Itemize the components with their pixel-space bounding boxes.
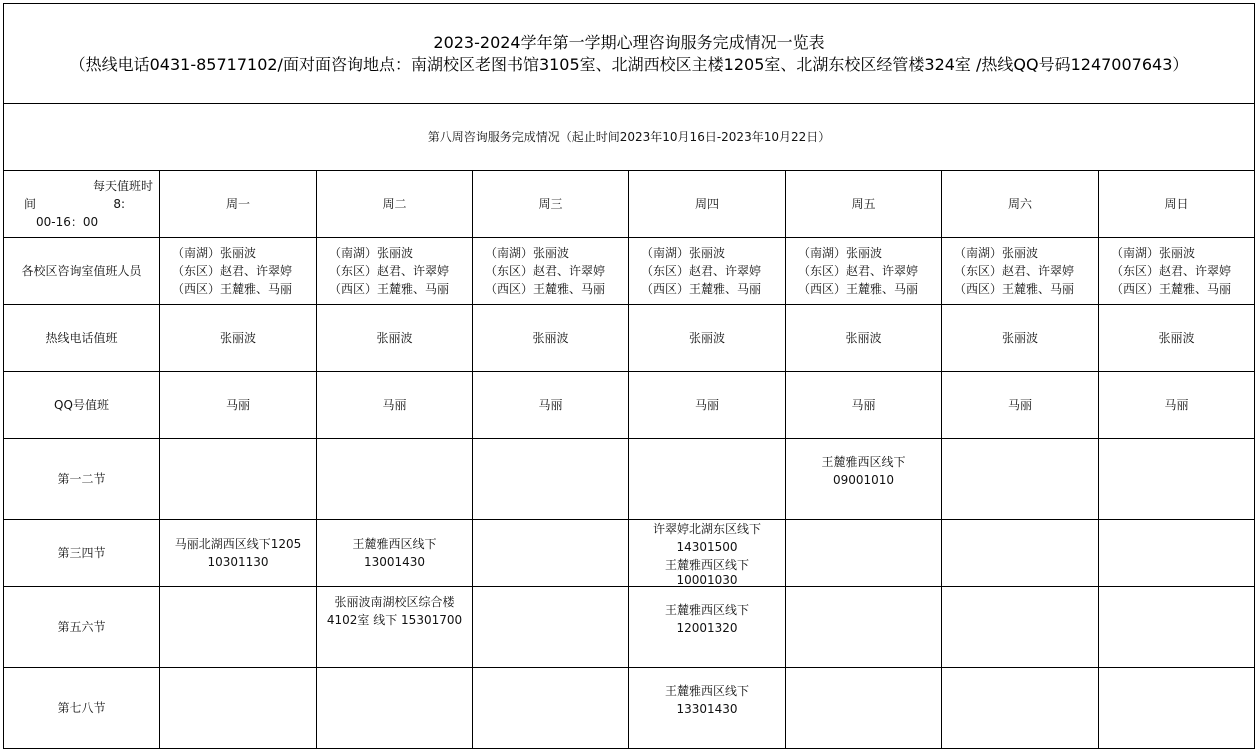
staff-xi: （西区）王麓雅、马丽: [641, 282, 762, 296]
staff-cell-thu: [629, 238, 786, 305]
p12-cell-fri: [786, 439, 942, 520]
staff-dong: （东区）赵君、许翠婷: [641, 264, 762, 278]
staff-dong: （东区）赵君、许翠婷: [485, 264, 606, 278]
day-header-fri: 周五: [786, 171, 942, 238]
qq-cell-tue: 马丽: [317, 372, 473, 439]
day-header-tue: 周二: [317, 171, 473, 238]
schedule-table: [3, 3, 1255, 749]
staff-nanhu: （南湖）张丽波: [172, 246, 257, 260]
p12-cell-tue: [317, 439, 473, 520]
p34-cell-sat: [942, 520, 1099, 587]
row-label-p34: 第三四节: [4, 520, 160, 587]
p12-cell-sat: [942, 439, 1099, 520]
session-line: 王麓雅西区线下: [821, 455, 906, 469]
corner-text-1: 每天值班时: [92, 179, 153, 193]
staff-nanhu: （南湖）张丽波: [329, 246, 414, 260]
staff-nanhu: （南湖）张丽波: [1111, 246, 1196, 260]
qq-cell-thu: 马丽: [629, 372, 786, 439]
hotline-cell-sun: 张丽波: [1099, 305, 1255, 372]
page-subtitle: （热线电话0431-85717102/面对面咨询地点：南湖校区老图书馆3105室、北湖西校区主楼1205室、北湖东校区经管楼324室 /热线QQ号码1247007643）: [69, 54, 1189, 74]
session-line: 张丽波南湖校区综合楼: [334, 595, 455, 609]
hotline-cell-mon: 张丽波: [160, 305, 317, 372]
p78-cell-sun: [1099, 668, 1255, 749]
corner-text-3: 8:: [113, 197, 125, 211]
staff-nanhu: （南湖）张丽波: [954, 246, 1039, 260]
title-cell: [4, 4, 1255, 104]
staff-xi: （西区）王麓雅、马丽: [1111, 282, 1232, 296]
p56-cell-fri: [786, 587, 942, 668]
corner-text-2: 间: [24, 197, 37, 211]
qq-cell-wed: 马丽: [473, 372, 629, 439]
row-label-staff: 各校区咨询室值班人员: [4, 238, 160, 305]
hotline-cell-fri: 张丽波: [786, 305, 942, 372]
session-line: 09001010: [832, 473, 895, 487]
staff-dong: （东区）赵君、许翠婷: [798, 264, 919, 278]
staff-xi: （西区）王麓雅、马丽: [798, 282, 919, 296]
staff-dong: （东区）赵君、许翠婷: [1111, 264, 1232, 278]
staff-dong: （东区）赵君、许翠婷: [172, 264, 293, 278]
p34-cell-tue: [317, 520, 473, 587]
schedule-sheet: [3, 3, 1254, 717]
session-line: 14301500: [676, 540, 738, 554]
staff-cell-fri: [786, 238, 942, 305]
session-line: 王麓雅西区线下: [352, 537, 437, 551]
p56-cell-sat: [942, 587, 1099, 668]
session-line: 4102室 线下 15301700: [326, 613, 463, 627]
staff-cell-sun: [1099, 238, 1255, 305]
day-header-wed: 周三: [473, 171, 629, 238]
p56-cell-tue: [317, 587, 473, 668]
p78-cell-wed: [473, 668, 629, 749]
qq-cell-fri: 马丽: [786, 372, 942, 439]
hotline-cell-sat: 张丽波: [942, 305, 1099, 372]
staff-xi: （西区）王麓雅、马丽: [329, 282, 450, 296]
staff-xi: （西区）王麓雅、马丽: [954, 282, 1075, 296]
qq-cell-sat: 马丽: [942, 372, 1099, 439]
p34-cell-mon: [160, 520, 317, 587]
p12-cell-wed: [473, 439, 629, 520]
session-line: 10301130: [207, 555, 269, 569]
staff-nanhu: （南湖）张丽波: [641, 246, 726, 260]
day-header-sun: 周日: [1099, 171, 1255, 238]
row-label-p56: 第五六节: [4, 587, 160, 668]
corner-header: [4, 171, 160, 238]
day-header-sat: 周六: [942, 171, 1099, 238]
p12-cell-mon: [160, 439, 317, 520]
p78-cell-tue: [317, 668, 473, 749]
hotline-cell-wed: 张丽波: [473, 305, 629, 372]
session-line: 13001430: [363, 555, 426, 569]
row-label-p12: 第一二节: [4, 439, 160, 520]
staff-dong: （东区）赵君、许翠婷: [954, 264, 1075, 278]
session-line: 王麓雅西区线下: [664, 603, 749, 617]
session-line: 马丽北湖西区线下1205: [174, 537, 302, 551]
session-line: 王麓雅西区线下: [664, 558, 749, 572]
session-line: 10001030: [676, 573, 738, 587]
p56-cell-wed: [473, 587, 629, 668]
session-line: 王麓雅西区线下: [664, 684, 749, 698]
qq-cell-mon: 马丽: [160, 372, 317, 439]
p56-cell-thu: [629, 587, 786, 668]
staff-nanhu: （南湖）张丽波: [798, 246, 883, 260]
p34-cell-wed: [473, 520, 629, 587]
p34-cell-thu: [629, 520, 786, 587]
session-line: 12001320: [676, 621, 738, 635]
p78-cell-mon: [160, 668, 317, 749]
p78-cell-thu: [629, 668, 786, 749]
week-info: 第八周咨询服务完成情况（起止时间2023年10月16日-2023年10月22日）: [4, 104, 1255, 171]
session-line: 许翠婷北湖东区线下: [652, 522, 761, 536]
row-label-p78: 第七八节: [4, 668, 160, 749]
p12-cell-thu: [629, 439, 786, 520]
hotline-cell-tue: 张丽波: [317, 305, 473, 372]
staff-cell-mon: [160, 238, 317, 305]
staff-cell-tue: [317, 238, 473, 305]
p56-cell-mon: [160, 587, 317, 668]
p34-cell-sun: [1099, 520, 1255, 587]
p34-cell-fri: [786, 520, 942, 587]
staff-cell-wed: [473, 238, 629, 305]
page-title: 2023-2024学年第一学期心理咨询服务完成情况一览表: [433, 32, 825, 52]
hotline-cell-thu: 张丽波: [629, 305, 786, 372]
session-line: 13301430: [676, 702, 738, 716]
staff-cell-sat: [942, 238, 1099, 305]
staff-nanhu: （南湖）张丽波: [485, 246, 570, 260]
staff-xi: （西区）王麓雅、马丽: [172, 282, 293, 296]
day-header-thu: 周四: [629, 171, 786, 238]
corner-text-4: 00-16：00: [36, 215, 99, 229]
p56-cell-sun: [1099, 587, 1255, 668]
qq-cell-sun: 马丽: [1099, 372, 1255, 439]
row-label-hotline: 热线电话值班: [4, 305, 160, 372]
staff-xi: （西区）王麓雅、马丽: [485, 282, 606, 296]
staff-dong: （东区）赵君、许翠婷: [329, 264, 450, 278]
p12-cell-sun: [1099, 439, 1255, 520]
p78-cell-fri: [786, 668, 942, 749]
day-header-mon: 周一: [160, 171, 317, 238]
p78-cell-sat: [942, 668, 1099, 749]
row-label-qq: QQ号值班: [4, 372, 160, 439]
